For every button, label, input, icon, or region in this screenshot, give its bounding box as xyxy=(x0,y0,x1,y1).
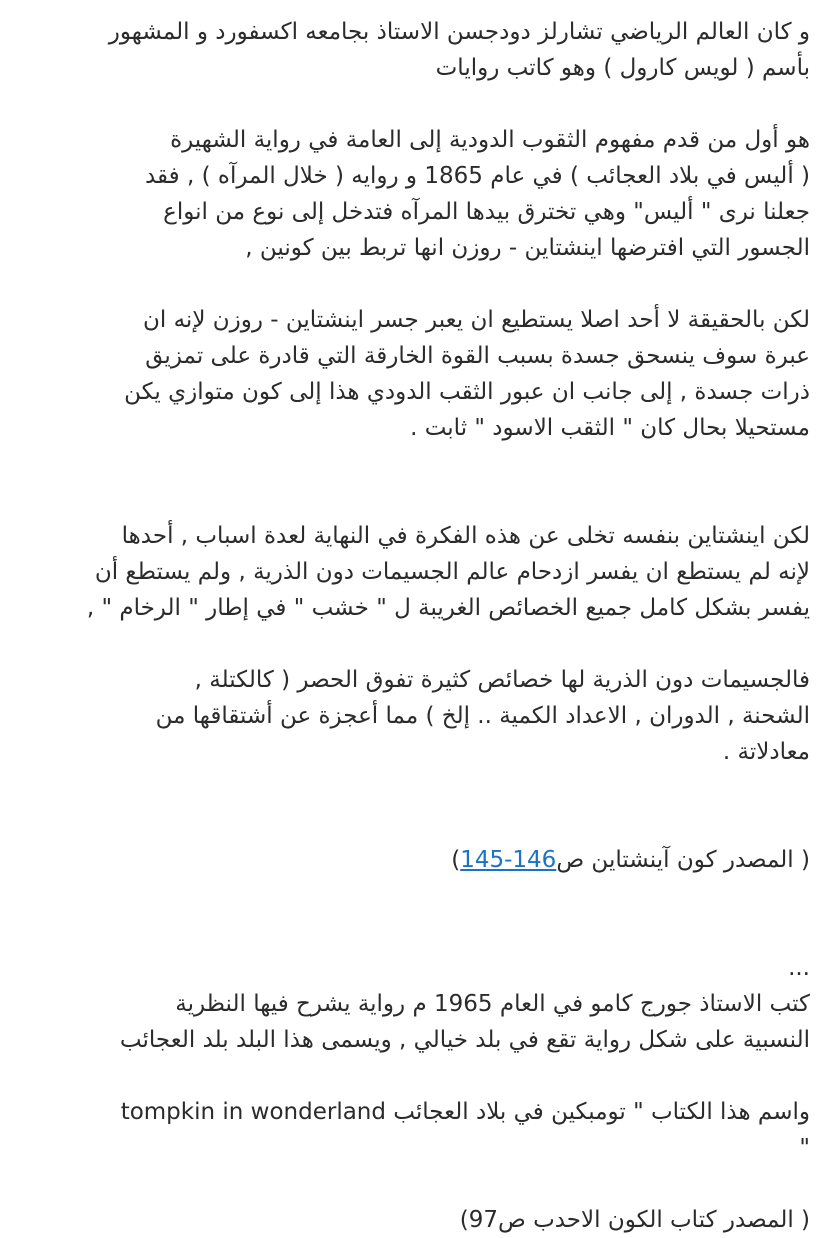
paragraph-gap xyxy=(22,446,810,518)
text-line: الجسور التي افترضها اينشتاين - روزن انها تربط بين كونين , xyxy=(245,235,810,261)
paragraph-gap xyxy=(22,626,810,662)
paragraph-einstein-abandoned xyxy=(22,518,810,626)
citation-prefix: ( المصدر كون آينشتاين ص xyxy=(556,847,810,873)
source-citation-einstein-universe xyxy=(22,842,810,878)
text-line: ذرات جسدة , إلى جانب ان عبور الثقب الدودي هذا إلى كون متوازي يكن xyxy=(124,379,810,405)
ellipsis-separator xyxy=(22,950,810,986)
paragraph-gap xyxy=(22,266,810,302)
paragraph-gap xyxy=(22,1166,810,1202)
paragraph-lewis-carroll xyxy=(22,14,810,86)
text-line: " xyxy=(799,1135,810,1161)
text-line: هو أول من قدم مفهوم الثقوب الدودية إلى العامة في رواية الشهيرة xyxy=(170,127,810,153)
paragraph-gap xyxy=(22,1058,810,1094)
article-body xyxy=(22,14,810,1238)
text-line: معادلاتة . xyxy=(722,739,810,765)
text-line: كتب الاستاذ جورج كامو في العام 1965 م رواية يشرح فيها النظرية xyxy=(175,991,810,1017)
text-line: لكن اينشتاين بنفسه تخلى عن هذه الفكرة في النهاية لعدة اسباب , أحدها xyxy=(121,523,810,549)
text-line: بأسم ( لويس كارول ) وهو كاتب روايات xyxy=(435,55,810,81)
text-line: جعلنا نرى " أليس" وهي تخترق بيدها المرآه فتدخل إلى نوع من انواع xyxy=(163,199,810,225)
text-line: ( أليس في بلاد العجائب ) في عام 1865 و روايه ( خلال المرآه ) , فقد xyxy=(144,163,810,189)
source-citation-curved-universe xyxy=(22,1202,810,1238)
text-line: عبرة سوف ينسحق جسدة بسبب القوة الخارقة التي قادرة على تمزيق xyxy=(145,343,810,369)
page-link[interactable]: 145-146 xyxy=(460,847,557,873)
text-line: و كان العالم الرياضي تشارلز دودجسن الاستاذ بجامعه اكسفورد و المشهور xyxy=(108,19,810,45)
paragraph-gamow-novel xyxy=(22,986,810,1058)
text-line: لكن بالحقيقة لا أحد اصلا يستطيع ان يعبر جسر اينشتاين - روزن لإنه ان xyxy=(143,307,810,333)
text-line: النسبية على شكل رواية تقع في بلد خيالي , ويسمى هذا البلد بلد العجائب xyxy=(119,1027,810,1053)
paragraph-subatomic-particles xyxy=(22,662,810,770)
text-line: واسم هذا الكتاب " تومبكين في بلاد العجائب tompkin in wonderland xyxy=(120,1099,810,1125)
paragraph-gap xyxy=(22,878,810,950)
text-line: لإنه لم يستطع ان يفسر ازدحام عالم الجسيمات دون الذرية , ولم يستطع أن xyxy=(94,559,810,585)
citation-line xyxy=(22,842,810,878)
text-line: الشحنة , الدوران , الاعداد الكمية .. إلخ ) مما أعجزة عن أشتقاقها من xyxy=(155,703,810,729)
paragraph-gap xyxy=(22,770,810,842)
citation-suffix: ) xyxy=(451,847,461,873)
paragraph-einstein-rosen-bridge xyxy=(22,302,810,446)
text-line: ... xyxy=(788,955,810,981)
citation-line: ( المصدر كتاب الكون الاحدب ص97) xyxy=(459,1207,810,1233)
text-line: فالجسيمات دون الذرية لها خصائص كثيرة تفوق الحصر ( كالكتلة , xyxy=(194,667,810,693)
paragraph-gap xyxy=(22,86,810,122)
text-line: يفسر بشكل كامل جميع الخصائص الغريبة ل " خشب " في إطار " الرخام " , xyxy=(86,595,810,621)
text-line: مستحيلا بحال كان " الثقب الاسود " ثابت . xyxy=(410,415,810,441)
paragraph-book-title xyxy=(22,1094,810,1166)
paragraph-alice-wormholes xyxy=(22,122,810,266)
